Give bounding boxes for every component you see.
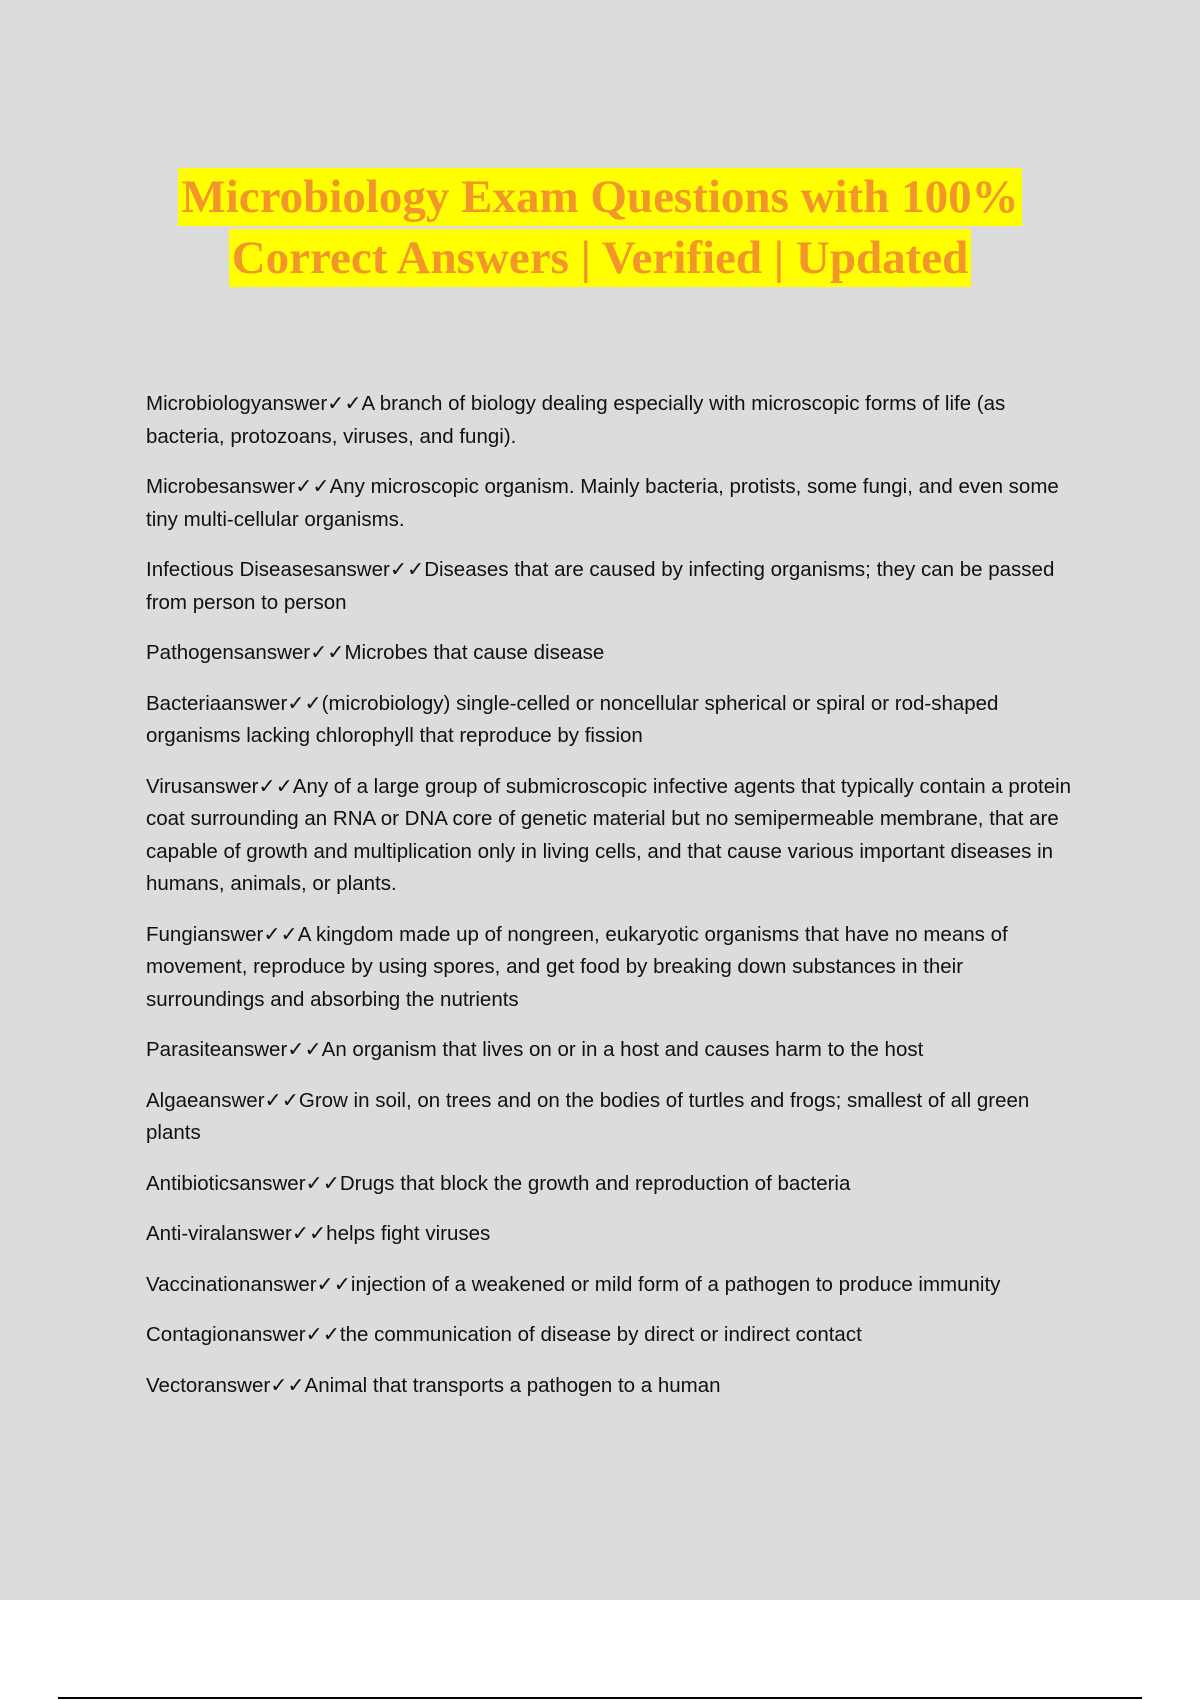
- qa-entry: Vectoranswer✓✓Animal that transports a pathogen to a human: [146, 1373, 721, 1397]
- title-line-2: Correct Answers | Verified | Updated: [229, 229, 972, 287]
- qa-entry: Parasiteanswer✓✓An organism that lives on or in a host and causes harm to the host: [146, 1038, 924, 1061]
- document-title: [0, 168, 1200, 290]
- qa-entry: Anti-viralanswer✓✓helps fight viruses: [146, 1222, 491, 1245]
- page-divider: [58, 1697, 1142, 1699]
- qa-entry: Pathogensanswer✓✓Microbes that cause disease: [146, 641, 605, 664]
- qa-entry: Contagionanswer✓✓the communication of disease by direct or indirect contact: [146, 1323, 862, 1346]
- qa-entry: Antibioticsanswer✓✓Drugs that block the growth and reproduction of bacteria: [146, 1171, 851, 1195]
- qa-entry: Virusanswer✓✓Any of a large group of submicroscopic infective agents that typically contain a protein coat surrounding an RNA or DNA core of genetic material but no semipermeable membrane, that are capable of growth and multiplication only in living cells, and that cause various important diseases in humans, animals, or plants.: [146, 774, 1072, 895]
- qa-entry: Fungianswer✓✓A kingdom made up of nongreen, eukaryotic organisms that have no means of movement, reproduce by using spores, and get food by breaking down substances in their surroundings and absorbing the nutrients: [146, 922, 1008, 1011]
- title-line-1: Microbiology Exam Questions with 100%: [178, 168, 1021, 226]
- qa-entry: Microbiologyanswer✓✓A branch of biology dealing especially with microscopic forms of life (as bacteria, protozoans, viruses, and fungi).: [146, 392, 1006, 448]
- qa-list: [146, 388, 1086, 1420]
- qa-entry: Microbesanswer✓✓Any microscopic organism. Mainly bacteria, protists, some fungi, and even some tiny multi-cellular organisms.: [146, 475, 1059, 531]
- qa-entry: Algaeanswer✓✓Grow in soil, on trees and on the bodies of turtles and frogs; smallest of all green plants: [146, 1088, 1030, 1144]
- qa-entry: Infectious Diseasesanswer✓✓Diseases that are caused by infecting organisms; they can be passed from person to person: [146, 558, 1055, 614]
- qa-entry: Bacteriaanswer✓✓(microbiology) single-celled or noncellular spherical or spiral or rod-shaped organisms lacking chlorophyll that reproduce by fission: [146, 691, 999, 747]
- qa-entry: Vaccinationanswer✓✓injection of a weakened or mild form of a pathogen to produce immunity: [146, 1272, 1001, 1296]
